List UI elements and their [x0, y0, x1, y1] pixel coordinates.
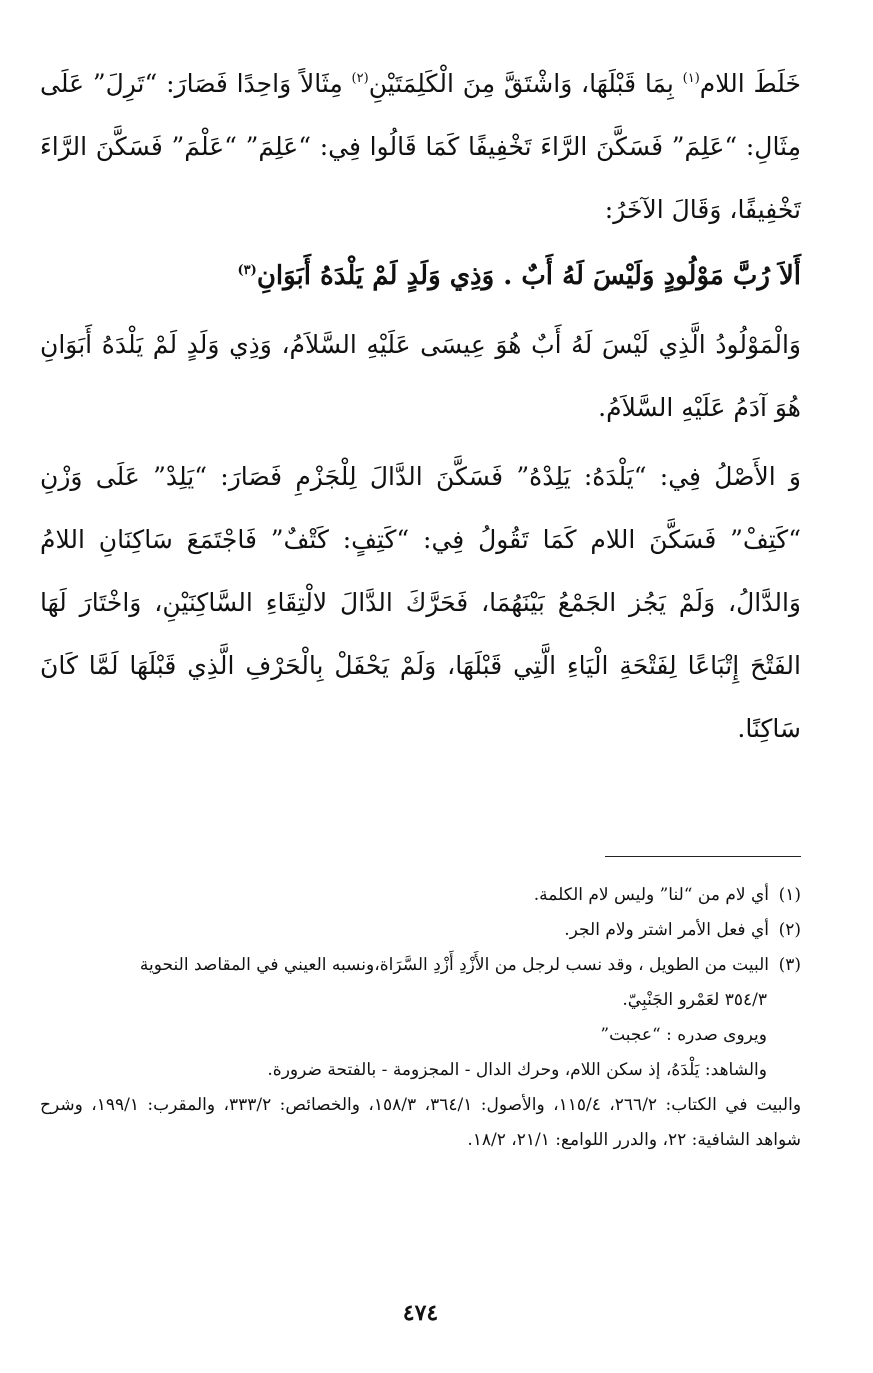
- paragraph-1-part-3: مِثَالاً وَاحِدًا فَصَارَ: “تَرِلَ” عَلَى مِثَالِ: “عَلِمَ” فَسَكَّنَ الرَّاءَ تَخْفِيفًا كَمَا قَالُوا فِي: “عَلِمَ” “عَلْمَ” فَسَكَّنَ الرَّاءَ تَخْفِيفًا، وَقَالَ الآخَرُ:: [40, 69, 801, 224]
- footnote-3-references: والبيت في الكتاب: ٢٦٦/٢، ١١٥/٤، والأصول: ٣٦٤/١، ١٥٨/٣، والخصائص: ٣٣٣/٢، والمقرب: ١٩٩/١، وشرح شواهد الشافية: ٢٢، والدرر اللوامع: ٢١/١، ١٨/٢.: [40, 1095, 802, 1150]
- footnote-1: [40, 878, 801, 913]
- verse-text: أَلاَ رُبَّ مَوْلُودٍ وَلَيْسَ لَهُ أَبٌ . وَذِي وَلَدٍ لَمْ يَلْدَهُ أَبَوَانِ: [256, 261, 801, 291]
- page-number: ٤٧٤: [402, 1300, 439, 1326]
- paragraph-2: وَالْمَوْلُودُ الَّذِي لَيْسَ لَهُ أَبٌ هُوَ عِيسَى عَلَيْهِ السَّلاَمُ، وَذِي وَلَدٍ لَمْ يَلْدَهُ أَبَوَانِ هُوَ آدَمُ عَلَيْهِ السَّلاَمُ.: [40, 330, 801, 422]
- footnote-1-number: (١): [778, 885, 801, 905]
- footnote-3-variant: ويروى صدره : “عجبت”: [600, 1025, 767, 1045]
- book-page: [40, 52, 801, 1373]
- footnote-3-number: (٣): [778, 955, 801, 975]
- footnotes: [40, 878, 801, 1158]
- footnote-1-text: أي لام من “لنا” وليس لام الكلمة.: [533, 885, 769, 905]
- footnote-3-text: البيت من الطويل ، وقد نسب لرجل من الأَزْدِ أَزْدِ السَّرَاة،ونسبه العيني في المقاصد النحوية: [139, 955, 769, 975]
- footnote-ref-1: (١): [682, 71, 700, 86]
- footnote-separator: [605, 856, 801, 857]
- footnote-ref-2: (٢): [351, 71, 369, 86]
- paragraph-1: [40, 52, 801, 241]
- footnote-3: [40, 948, 801, 983]
- paragraph-1-part-2: بِمَا قَبْلَهَا، وَاشْتَقَّ مِنَ الْكَلِمَتَيْنِ: [368, 69, 683, 98]
- paragraph-1-part-1: خَلَطَ اللام: [699, 69, 801, 98]
- paragraph-3: وَ الأَصْلُ فِي: “يَلْدَهُ: يَلِدْهُ” فَسَكَّنَ الدَّالَ لِلْجَزْمِ فَصَارَ: “يَلِدْ” عَلَى وَزْنِ “كَتِفْ” فَسَكَّنَ اللام كَمَا تَقُولُ فِي: “كَتِفٍ: كَتْفٌ” فَاجْتَمَعَ سَاكِنَانِ اللامُ وَالدَّالُ، وَلَمْ يَجُز الجَمْعُ بَيْنَهُمَا، فَحَرَّكَ الدَّالَ لالْتِقَاءِ السَّاكِنَيْنِ، وَاخْتَارَ لَهَا الفَتْحَ إِتْبَاعًا لِفَتْحَةِ الْيَاءِ الَّتِي قَبْلَهَا، وَلَمْ يَحْفَلْ بِالْحَرْفِ الَّذِي قَبْلَهَا لَمَّا كَانَ سَاكِنًا.: [40, 462, 802, 743]
- footnote-ref-3: (٣): [237, 263, 257, 278]
- footnote-3-evidence: والشاهد: يَلْدَهُ، إذ سكن اللام، وحرك الدال - المجزومة - بالفتحة ضرورة.: [267, 1060, 767, 1080]
- footnote-3-source: ٣٥٤/٣ لعَمْرو الجَنْبِيّ.: [622, 990, 767, 1010]
- poetry-verse: [40, 243, 801, 309]
- footnote-2: [40, 913, 801, 948]
- footnote-2-text: أي فعل الأمر اشتر ولام الجر.: [564, 920, 769, 940]
- footnote-2-number: (٢): [778, 920, 801, 940]
- main-text: [40, 52, 801, 760]
